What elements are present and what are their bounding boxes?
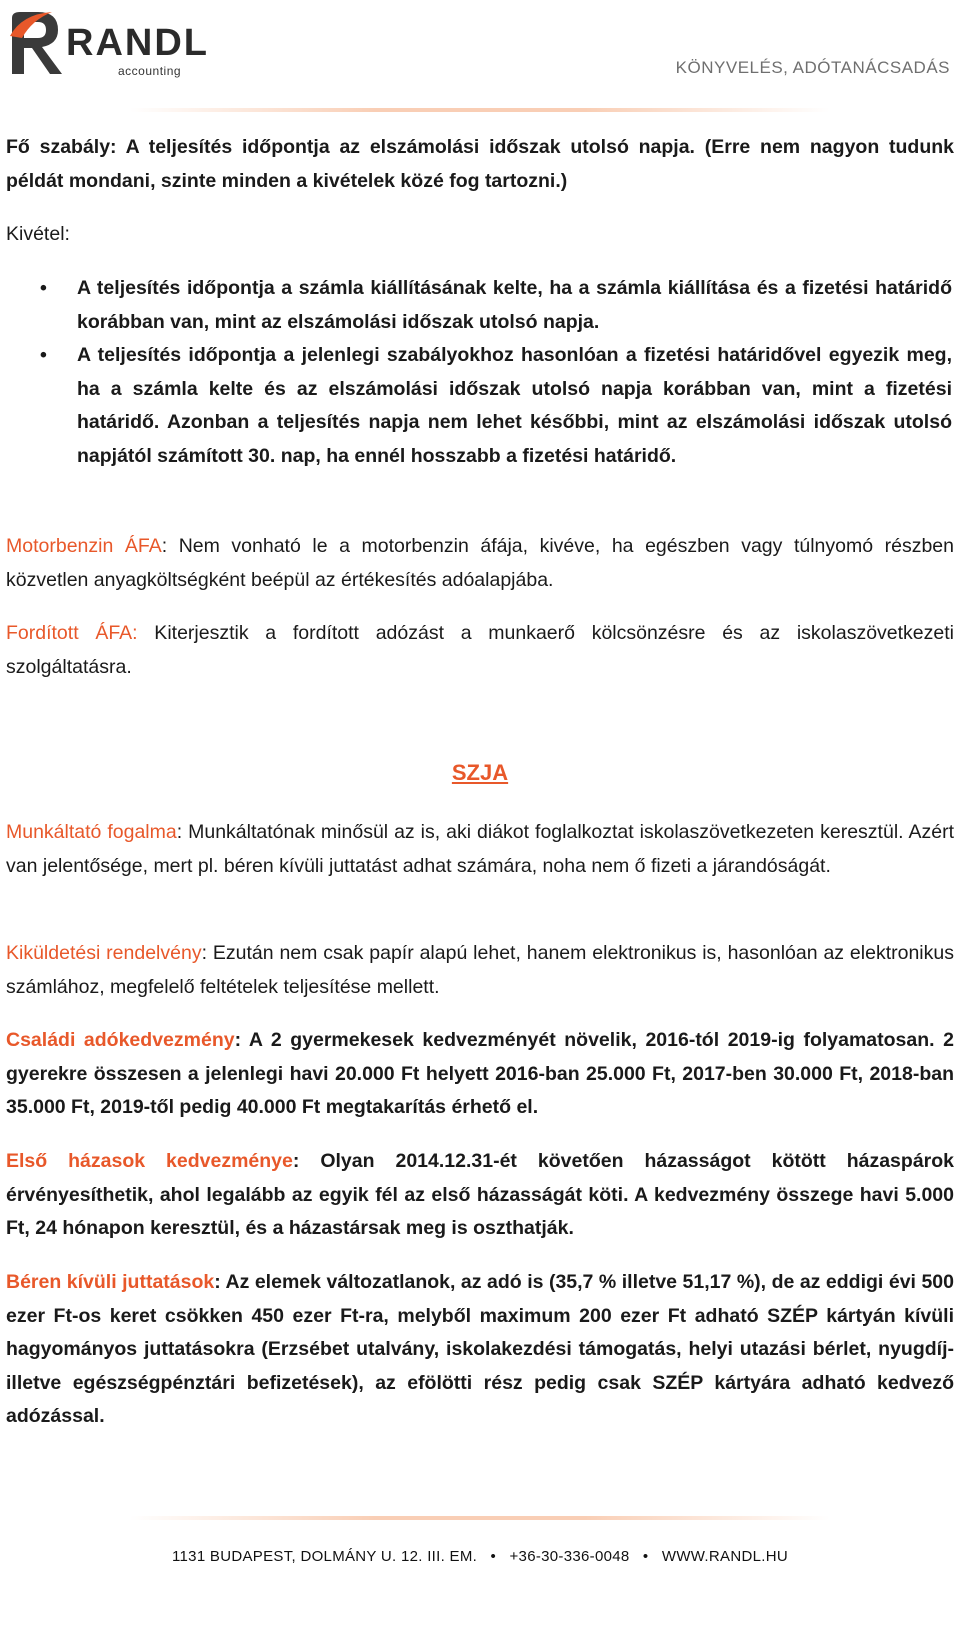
csaladi-text: : A 2 gyermekesek kedvezményét növelik, 2016-tól 2019-ig folyamatosan. 2 gyerekre összesen a jelenlegi havi 20.000 Ft helyett 2016-ban 25.000 Ft, 2017-ben 30.000 Ft, 2018-ban 35.000 Ft, 2019-től pedig 40.000 Ft megtakarítás érhető el. <box>6 1029 954 1118</box>
kikuldetesi-paragraph <box>6 937 954 1004</box>
header-tagline: KÖNYVELÉS, ADÓTANÁCSADÁS <box>675 58 950 77</box>
elso-hazasok-term: Első házasok kedvezménye <box>6 1150 293 1172</box>
bullet-icon: • <box>40 344 47 366</box>
beren-kivuli-term: Béren kívüli juttatások <box>6 1271 215 1293</box>
beren-kivuli-paragraph <box>6 1266 954 1434</box>
munkaltato-text: : Munkáltatónak minősül az is, aki diákot foglalkoztat iskolaszövetkezeten keresztül. Azért van jelentősége, mert pl. béren kívüli juttatást adhat számára, noha nem ő fizeti a járandóságát. <box>6 821 954 877</box>
kikuldetesi-term: Kiküldetési rendelvény <box>6 942 202 964</box>
csaladi-paragraph <box>6 1024 954 1125</box>
exception-list <box>40 272 952 473</box>
list-item <box>40 272 952 339</box>
motorbenzin-paragraph <box>6 530 954 597</box>
header-divider <box>130 108 830 112</box>
list-item-text: A teljesítés időpontja a jelenlegi szabályokhoz hasonlóan a fizetési határidővel egyezik meg, ha a számla kelte és az elszámolási időszak utolsó napja korábban van, mint a fizetési határidő. Azonban a teljesítés napja nem lehet későbbi, mint az elszámolási időszak utolsó napjától számított 30. nap, ha ennél hosszabb a fizetési határidő. <box>77 344 952 467</box>
elso-hazasok-paragraph <box>6 1145 954 1246</box>
beren-kivuli-text: : Az elemek változatlanok, az adó is (35,7 % illetve 51,17 %), de az eddigi évi 500 ezer Ft-os keret csökken 450 ezer Ft-ra, melyből maximum 200 ezer Ft adható SZÉP kártyán kívüli hagyományos juttatásokra (Erzsébet utalvány, iskolakezdési támogatás, helyi utazási bérlet, nyugdíj- illetve egészségpénztári befizetések), az efölötti rész pedig csak SZÉP kártyára adható kedvező adózással. <box>6 1271 954 1427</box>
logo-r-mark <box>8 8 68 78</box>
section-heading-szja: SZJA <box>451 760 509 785</box>
list-item-text: A teljesítés időpontja a számla kiállításának kelte, ha a számla kiállítása és a fizetési határidő korábban van, mint az elszámolási időszak utolsó napja. <box>77 277 952 333</box>
csaladi-term: Családi adókedvezmény <box>6 1029 235 1051</box>
list-item <box>40 339 952 473</box>
footer-separator: • <box>642 1548 649 1565</box>
logo-subtitle: accounting <box>118 64 182 78</box>
motorbenzin-term: Motorbenzin ÁFA <box>6 535 162 557</box>
bullet-icon: • <box>40 277 47 299</box>
footer-divider <box>130 1516 830 1520</box>
footer-separator: • <box>490 1548 497 1565</box>
footer-address: 1131 BUDAPEST, DOLMÁNY U. 12. III. EM. <box>172 1548 478 1565</box>
main-rule-paragraph: Fő szabály: A teljesítés időpontja az elszámolási időszak utolsó napja. (Erre nem nagyon tudunk példát mondani, szinte minden a kivételek közé fog tartozni.) <box>6 136 954 192</box>
exception-label: Kivétel: <box>6 223 70 245</box>
munkaltato-term: Munkáltató fogalma <box>6 821 177 843</box>
kikuldetesi-text: : Ezután nem csak papír alapú lehet, hanem elektronikus is, hasonlóan az elektronikus számlához, megfelelő feltételek teljesítése mellett. <box>6 942 954 998</box>
forditott-term: Fordított ÁFA: <box>6 622 138 644</box>
forditott-text: Kiterjesztik a fordított adózást a munkaerő kölcsönzésre és az iskolaszövetkezeti szolgáltatásra. <box>6 622 954 678</box>
footer-contact <box>0 1548 960 1565</box>
logo-wordmark: RANDL <box>66 22 209 64</box>
footer-phone: +36-30-336-0048 <box>509 1548 630 1565</box>
company-logo <box>8 8 209 78</box>
elso-hazasok-text: : Olyan 2014.12.31-ét követően házasságot kötött házaspárok érvényesíthetik, ahol legalább az egyik fél az első házasságát köti. A kedvezmény összege havi 5.000 Ft, 24 hónapon keresztül, és a házastársak meg is oszthatják. <box>6 1150 955 1239</box>
motorbenzin-text: : Nem vonható le a motorbenzin áfája, kivéve, ha egészben vagy túlnyomó részben közvetlen anyagköltségként beépül az értékesítés adóalapjába. <box>6 535 954 591</box>
munkaltato-paragraph <box>6 816 954 883</box>
footer-website: WWW.RANDL.HU <box>661 1548 788 1565</box>
forditott-paragraph <box>6 617 954 684</box>
